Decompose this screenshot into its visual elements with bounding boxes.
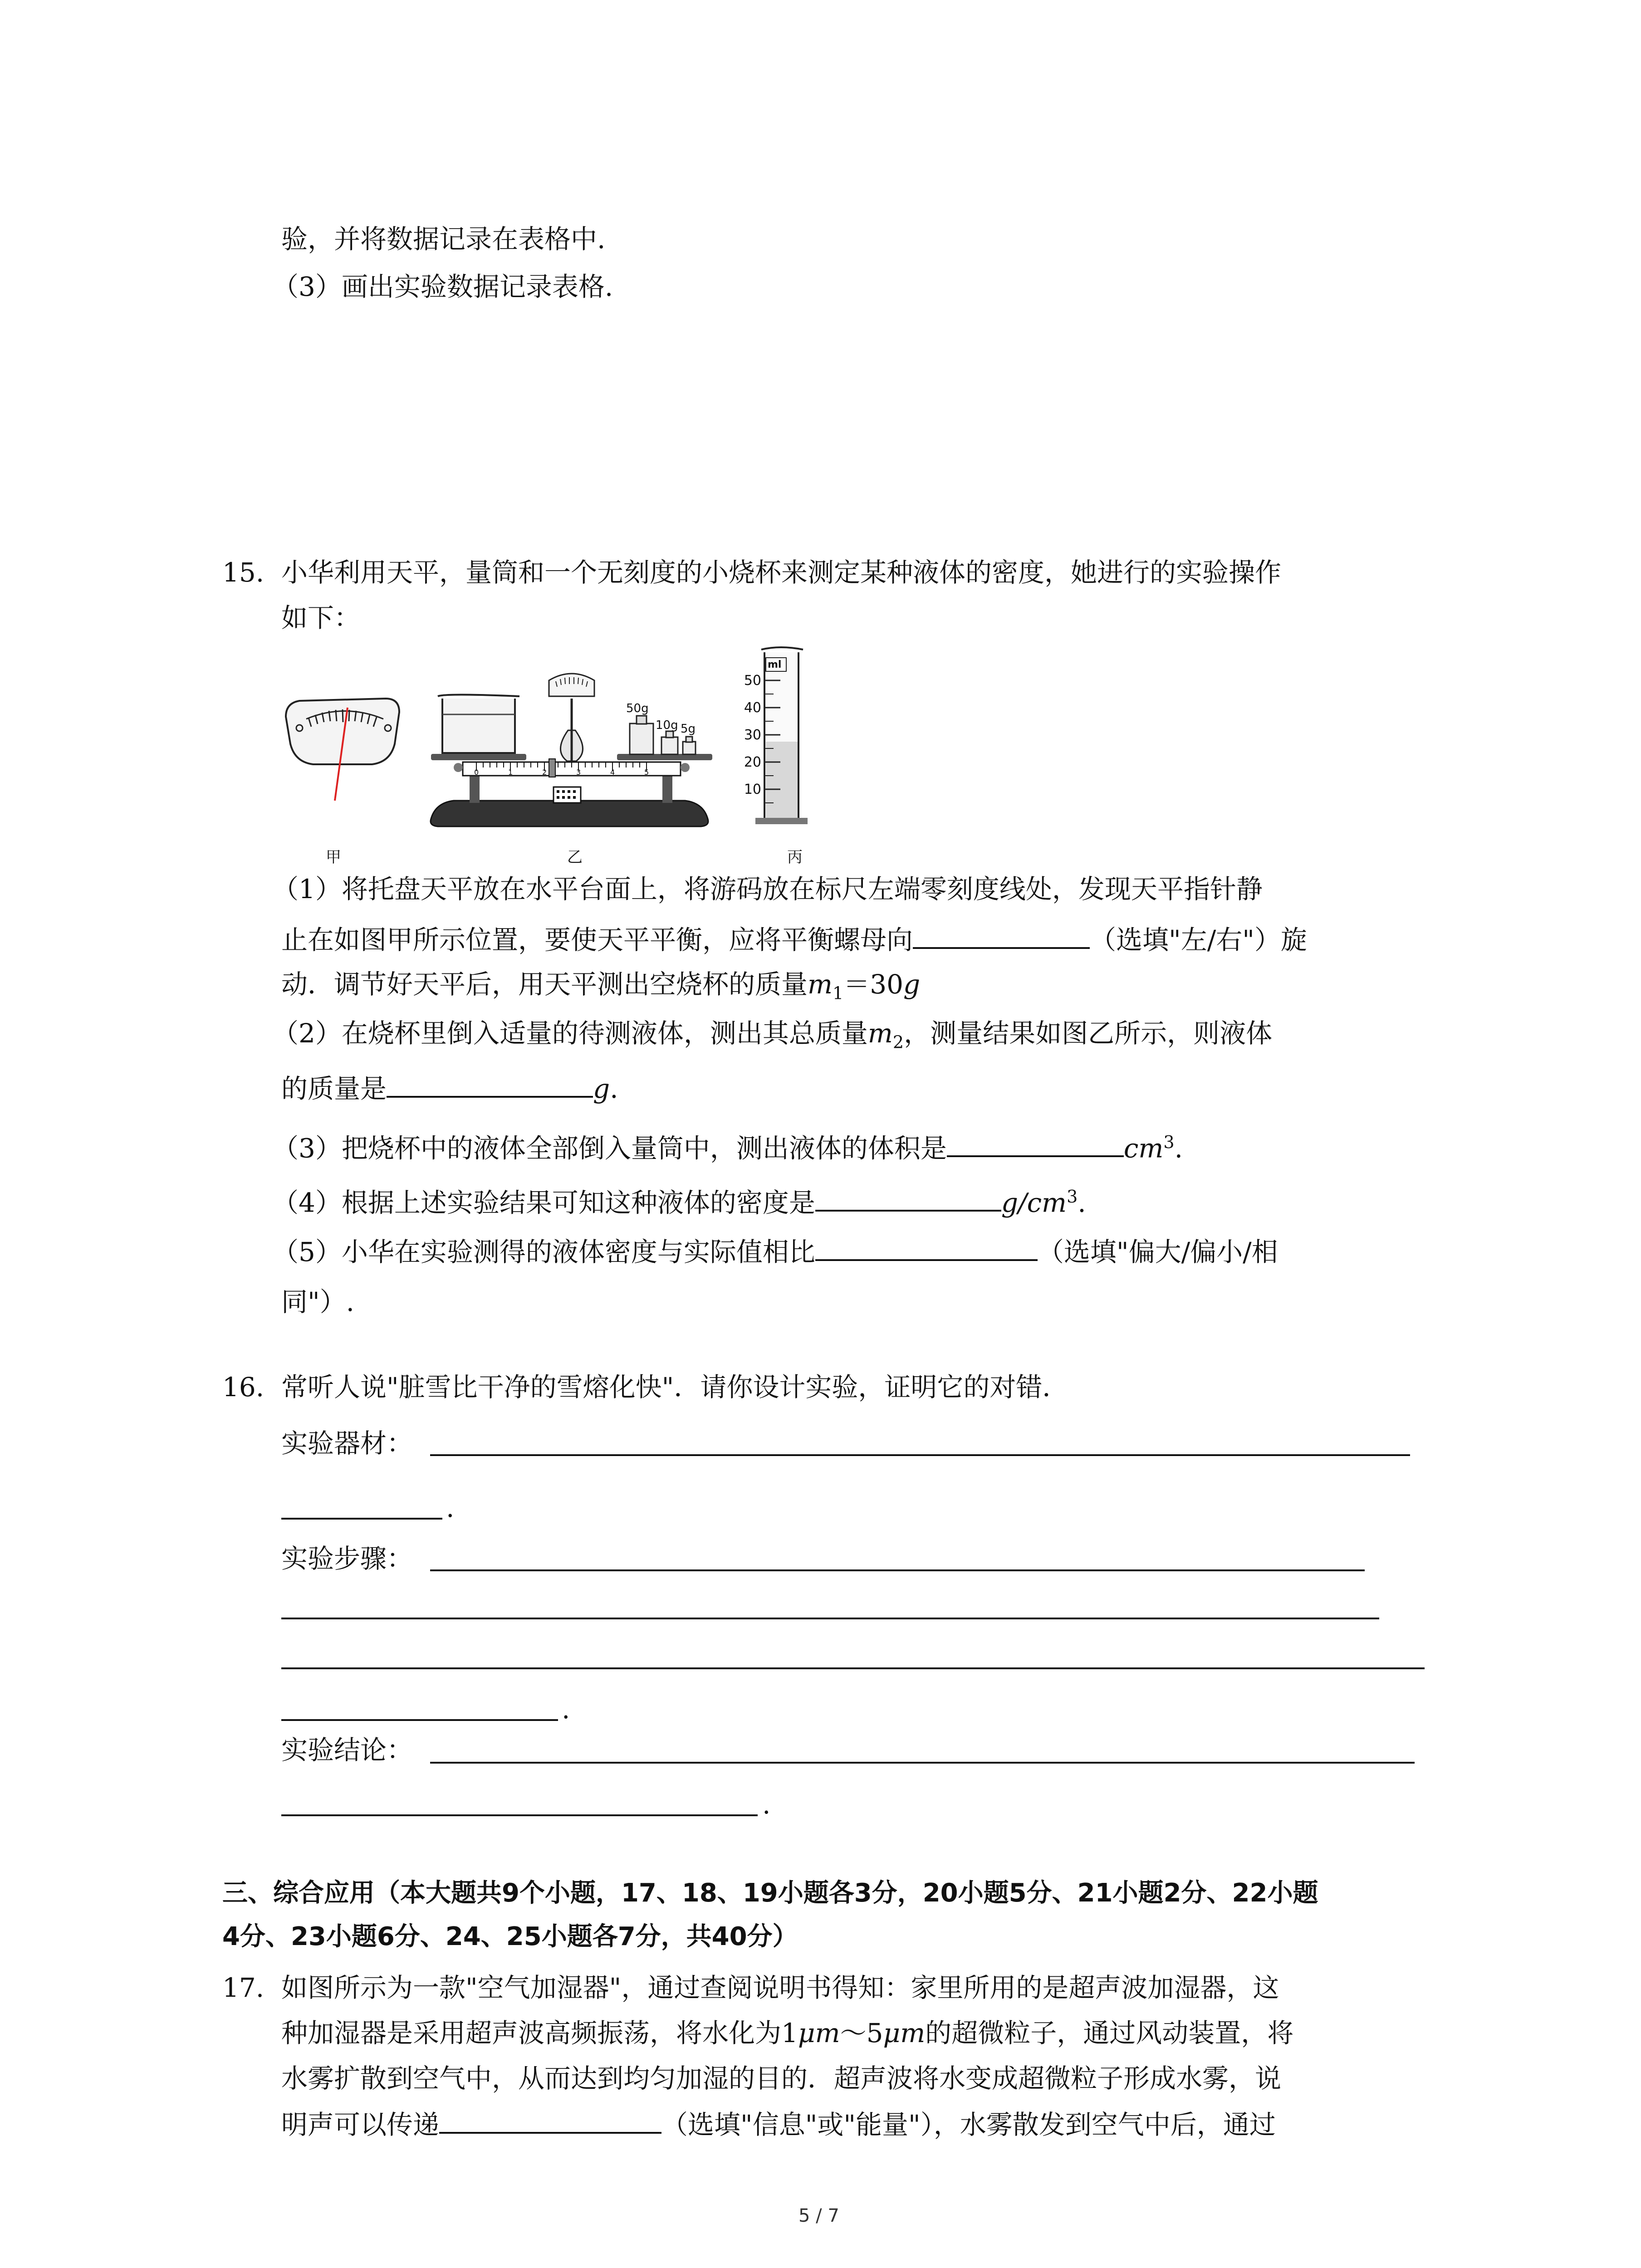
weight-10g-label: 10g xyxy=(656,719,678,732)
q17-line-3: 水雾扩散到空气中，从而达到均匀加湿的目的．超声波将水变成超微粒子形成水雾，说 xyxy=(281,2063,1282,2094)
q15-s1-line-b: 止在如图甲所示位置，要使天平平衡，应将平衡螺母向 （选填"左/右"）旋 xyxy=(281,921,1307,958)
q16-equipment-label: 实验器材： xyxy=(281,1428,413,1459)
page-number: 5 / 7 xyxy=(798,2205,839,2226)
scale-tick-2: 2 xyxy=(542,768,547,777)
cylinder-tick-30: 30 xyxy=(744,727,761,743)
q16-intro: 常听人说"脏雪比干净的雪熔化快"．请你设计实验，证明它的对错． xyxy=(281,1372,1069,1403)
steps-answer-line-3[interactable] xyxy=(281,1667,1425,1669)
q15-s2-line-b: 的质量是 g. xyxy=(281,1070,618,1107)
answer-blank-2[interactable] xyxy=(387,1070,593,1098)
q15-s3-line: （3）把烧杯中的液体全部倒入量筒中，测出液体的体积是 $cm^3$. xyxy=(272,1124,1183,1166)
q17-line-4: 明声可以传递 （选填"信息"或"能量"），水雾散发到空气中后，通过 xyxy=(281,2106,1276,2143)
conclusion-end-dot: . xyxy=(762,1789,771,1820)
graduated-cylinder-bing xyxy=(744,647,808,824)
q15-figure xyxy=(281,640,880,866)
scale-tick-0: 0 xyxy=(474,768,479,777)
scale-tick-5: 5 xyxy=(644,768,649,777)
q16-number: 16. xyxy=(222,1372,265,1403)
section-3-title-1: 三、综合应用（本大题共9个小题，17、18、19小题各3分，20小题5分、21小题2分、22小题 xyxy=(222,1878,1318,1908)
equipment-answer-line-1[interactable] xyxy=(430,1454,1410,1456)
equipment-end-dot: . xyxy=(446,1492,455,1523)
q15-number: 15. xyxy=(222,557,265,588)
q17-line-2: 种加湿器是采用超声波高频振荡，将水化为1μm～5μm的超微粒子，通过风动装置，将 xyxy=(281,2018,1294,2048)
answer-blank-3[interactable] xyxy=(947,1129,1124,1157)
q15-intro-2: 如下： xyxy=(281,602,361,633)
q15-s5-line-b: 同"）. xyxy=(281,1286,355,1317)
answer-blank-5[interactable] xyxy=(815,1233,1038,1261)
cylinder-tick-40: 40 xyxy=(744,700,761,716)
q16-steps-label: 实验步骤： xyxy=(281,1543,413,1574)
q17-number: 17. xyxy=(222,1972,265,2003)
scale-tick-1: 1 xyxy=(508,768,513,777)
figure-label-jia: 甲 xyxy=(326,848,341,866)
conclusion-answer-line-2[interactable] xyxy=(281,1814,758,1816)
continuation-line-1: 验，并将数据记录在表格中. xyxy=(281,224,606,254)
steps-answer-line-2[interactable] xyxy=(281,1618,1379,1619)
steps-answer-line-4[interactable] xyxy=(281,1719,558,1721)
q15-intro-1: 小华利用天平，量筒和一个无刻度的小烧杯来测定某种液体的密度，她进行的实验操作 xyxy=(281,557,1282,588)
q15-s4-line: （4）根据上述实验结果可知这种液体的密度是 $g/cm^3$. xyxy=(272,1178,1086,1221)
cylinder-unit: ml xyxy=(768,659,782,670)
balance-dial-jia xyxy=(286,699,399,801)
figure-label-yi: 乙 xyxy=(567,848,583,866)
steps-answer-line-1[interactable] xyxy=(430,1569,1365,1571)
steps-end-dot: . xyxy=(562,1694,570,1725)
balance-yi xyxy=(431,674,712,826)
conclusion-answer-line-1[interactable] xyxy=(430,1762,1415,1764)
weight-50g-label: 50g xyxy=(626,702,649,715)
answer-blank-4[interactable] xyxy=(815,1183,1001,1212)
equipment-answer-line-2[interactable] xyxy=(281,1518,442,1520)
q17-line-1: 如图所示为一款"空气加湿器"，通过查阅说明书得知：家里所用的是超声波加湿器，这 xyxy=(281,1972,1279,2003)
cylinder-tick-50: 50 xyxy=(744,673,761,689)
q15-s5-line-a: （5）小华在实验测得的液体密度与实际值相比 （选填"偏大/偏小/相 xyxy=(272,1233,1278,1270)
q15-s1-line-a: （1）将托盘天平放在水平台面上，将游码放在标尺左端零刻度线处，发现天平指针静 xyxy=(272,874,1263,904)
answer-blank-1[interactable] xyxy=(913,921,1090,949)
figure-label-bing: 丙 xyxy=(787,848,803,866)
scale-tick-3: 3 xyxy=(576,768,581,777)
cylinder-tick-20: 20 xyxy=(744,754,761,770)
weight-5g-label: 5g xyxy=(681,722,696,736)
answer-blank-q17[interactable] xyxy=(439,2106,661,2134)
continuation-line-2: （3）画出实验数据记录表格. xyxy=(272,271,613,302)
q15-s2-line-a: （2）在烧杯里倒入适量的待测液体，测出其总质量$m_2$，测量结果如图乙所示，则液体 xyxy=(272,1018,1273,1052)
q16-conclusion-label: 实验结论： xyxy=(281,1735,413,1765)
cylinder-tick-10: 10 xyxy=(744,782,761,797)
scale-tick-4: 4 xyxy=(610,768,615,777)
q15-s1-line-c: 动．调节好天平后，用天平测出空烧杯的质量$m_1=30g$ xyxy=(281,969,921,1003)
section-3-title-2: 4分、23小题6分、24、25小题各7分，共40分） xyxy=(222,1922,798,1951)
